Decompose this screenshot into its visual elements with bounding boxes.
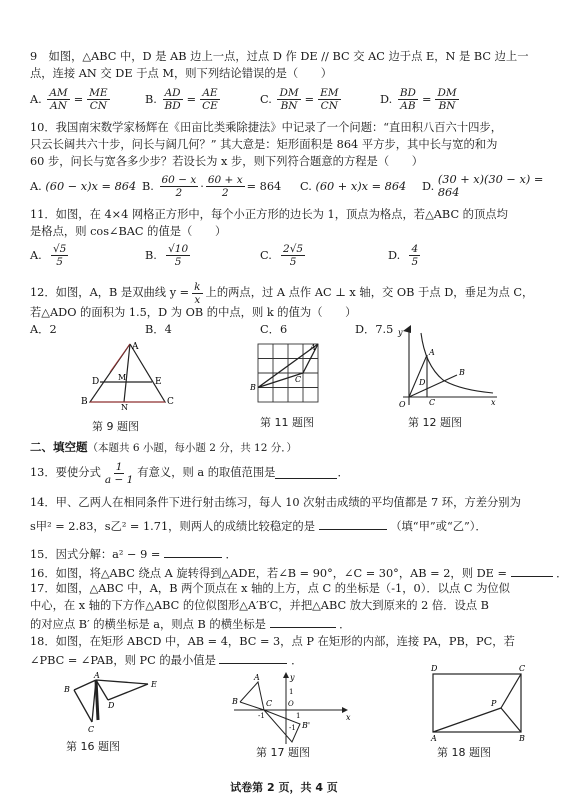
fig17-label-bprime: B' (302, 721, 311, 730)
fig11-label-c: C (295, 375, 302, 384)
fig18-label-d: D (431, 664, 438, 673)
fig17-label-b: B (232, 697, 238, 706)
fig16-label-d: D (108, 701, 115, 710)
fig18-label-b: B (519, 734, 525, 742)
fig18-label-c: C (519, 664, 526, 673)
figure-9 (80, 340, 175, 410)
q10-options (30, 171, 554, 201)
fig17-label-1b: 1 (296, 712, 301, 720)
fig16-label-c: C (88, 725, 95, 734)
fig9-label-a: A (132, 342, 139, 352)
fig12-label-y: y (398, 328, 403, 337)
q16-answer-blank[interactable] (511, 565, 553, 577)
q12-line2: 若△ADO 的面积为 1.5，D 为 OB 的中点，则 k 的值为（ ） (30, 306, 357, 319)
fig18-caption: 第 18 题图 (437, 746, 491, 759)
q12-line1: 12．如图，A，B 是双曲线 y = $\frac{k}{x}$ 上的两点，过 A 点作 AC ⊥ x 轴，交 OB 于点 D，垂足为点 C， (30, 280, 534, 306)
fig12-label-d: D (419, 378, 426, 387)
q10-option-d[interactable]: D. (30 + x)(30 − x) = 864 (422, 173, 544, 199)
q12-option-d[interactable]: D．7.5 (355, 323, 394, 336)
fig11-label-a: A (310, 343, 316, 352)
fig12-caption: 第 12 题图 (408, 416, 462, 429)
q15: 15．因式分解：a² − 9 = ． (30, 548, 237, 561)
fig11-label-b: B (250, 383, 256, 392)
q11-option-c[interactable]: C. $\frac{2√5}{5}$ (260, 242, 304, 268)
q13: 13．要使分式 $\frac{1}{a - 1}$ 有意义，则 a 的取值范围是 ． (30, 460, 349, 486)
fig17-label-c: C (266, 699, 273, 708)
figure-11 (250, 338, 325, 406)
fig12-label-b: B (459, 368, 465, 377)
fig17-label-1: 1 (289, 688, 294, 696)
q17-line3: 的对应点 B′ 的横坐标是 a，则点 B 的横坐标是 ． (30, 618, 351, 631)
q11-option-d[interactable]: D. $\frac{4}{5}$ (388, 242, 419, 268)
q9-option-b[interactable]: B. $\frac{AD}{BD}$ = $\frac{AE}{CE}$ (145, 86, 218, 112)
q9-line2: 点，连接 AN 交 DE 于点 M，则下列结论错误的是（ ） (30, 67, 333, 80)
fig9-label-m: M (118, 373, 127, 382)
q15-answer-blank[interactable] (164, 546, 222, 558)
page-footer: 试卷第 2 页，共 4 页 (230, 781, 338, 794)
q11-line1: 11．如图，在 4×4 网格正方形中，每个小正方形的边长为 1，顶点为格点，若△ABC 的顶点均 (30, 208, 508, 221)
q12-option-b[interactable]: B．4 (145, 323, 172, 336)
q9-option-a[interactable]: A. $\frac{AM}{AN}$ = $\frac{ME}{CN}$ (30, 86, 108, 112)
q17-answer-blank[interactable] (270, 616, 336, 628)
fig17-label-neg1: -1 (258, 712, 265, 720)
fig16-label-e: E (151, 680, 157, 689)
q10-option-a[interactable]: A. (60 − x)x = 864 (30, 179, 137, 193)
q10-line1: 10．我国南宋数学家杨辉在《田亩比类乘除捷法》中记录了一个问题：“直田积八百六十四步， (30, 121, 503, 134)
q10-option-b[interactable]: B. $\frac{60 - x}{2}$ · $\frac{60 + x}{2}$ = 864 (142, 173, 282, 199)
q18-line2: ∠PBC = ∠PAB，则 PC 的最小值是 ． (30, 654, 303, 667)
fig9-label-e: E (155, 377, 162, 387)
fig17-label-neg1b: -1 (289, 724, 296, 732)
q18-answer-blank[interactable] (219, 652, 287, 664)
fig17-label-x: x (346, 713, 351, 722)
fig9-label-c: C (167, 397, 174, 407)
q10-option-c[interactable]: C. (60 + x)x = 864 (300, 179, 407, 193)
figure-18 (425, 664, 530, 742)
fig11-caption: 第 11 题图 (260, 416, 314, 429)
q11-option-a[interactable]: A. $\frac{√5}{5}$ (30, 242, 67, 268)
fig16-label-b: B (64, 685, 70, 694)
q9-option-d[interactable]: D. $\frac{BD}{AB}$ = $\frac{DM}{BN}$ (380, 86, 457, 112)
q9-options (30, 84, 554, 114)
q9-line1: 9 如图，△ABC 中，D 是 AB 边上一点，过点 D 作 DE // BC 交 AC 边于点 E，N 是 BC 边上一 (30, 50, 529, 63)
fig17-label-o: O (288, 700, 294, 708)
fig9-label-b: B (81, 397, 88, 407)
q14-line1: 14．甲、乙两人在相同条件下进行射击练习，每人 10 次射击成绩的平均值都是 7 环，方差分别为 (30, 496, 521, 509)
q14-answer-blank[interactable] (319, 518, 387, 530)
q17-line1: 17．如图，△ABC 中，A，B 两个顶点在 x 轴的上方，点 C 的坐标是（-1，0）．以点 C 为位似 (30, 582, 510, 595)
q13-answer-blank[interactable] (275, 467, 337, 479)
fig12-label-c: C (429, 398, 436, 407)
q18-line1: 18．如图，在矩形 ABCD 中，AB = 4，BC = 3，点 P 在矩形的内部，连接 PA，PB，PC，若 (30, 635, 515, 648)
fig17-label-a: A (254, 673, 260, 682)
q16: 16．如图，将△ABC 绕点 A 旋转得到△ADE，若∠B = 90°，∠C = 30°，AB = 2，则 DE = ． (30, 567, 568, 580)
fig12-label-a: A (429, 348, 435, 357)
q9-option-c[interactable]: C. $\frac{DM}{BN}$ = $\frac{EM}{CN}$ (260, 86, 339, 112)
fig12-label-x: x (491, 398, 496, 407)
q11-option-b[interactable]: B. $\frac{√10}{5}$ (145, 242, 189, 268)
fig17-label-y: y (290, 673, 295, 682)
fig9-label-d: D (92, 377, 100, 387)
q10-line3: 60 步，问长与宽各多少步？若设长为 x 步，则下列符合题意的方程是（ ） (30, 155, 424, 168)
q17-line2: 中心，在 x 轴的下方作△ABC 的位似图形△A′B′C，并把△ABC 放大到原来的 2 倍．设点 B (30, 599, 489, 612)
fig9-caption: 第 9 题图 (92, 420, 139, 433)
q11-options (30, 240, 554, 270)
fig17-caption: 第 17 题图 (256, 746, 310, 759)
fig16-caption: 第 16 题图 (66, 740, 120, 753)
figure-16 (58, 672, 178, 740)
fig18-label-a: A (431, 734, 437, 742)
fig16-label-a: A (94, 672, 100, 680)
q12-option-c[interactable]: C．6 (260, 323, 288, 336)
fig9-label-n: N (121, 403, 128, 410)
fig18-label-p: P (491, 699, 497, 708)
q11-line2: 是格点，则 cos∠BAC 的值是（ ） (30, 225, 227, 238)
figure-17 (230, 672, 355, 747)
q12-option-a[interactable]: A．2 (30, 323, 57, 336)
q10-line2: 只云长阔共六十步，问长与阔几何？” 其大意是：矩形面积是 864 平方步，其中长与宽的和为 (30, 138, 498, 151)
section2-header: 二、填空题（本题共 6 小题，每小题 2 分，共 12 分．） (30, 440, 297, 454)
q14-line2: s甲² = 2.83，s乙² = 1.71，则两人的成绩比较稳定的是 （填“甲”或“乙”）． (30, 520, 487, 533)
figure-12 (395, 325, 500, 410)
fig12-label-o: O (399, 400, 406, 409)
